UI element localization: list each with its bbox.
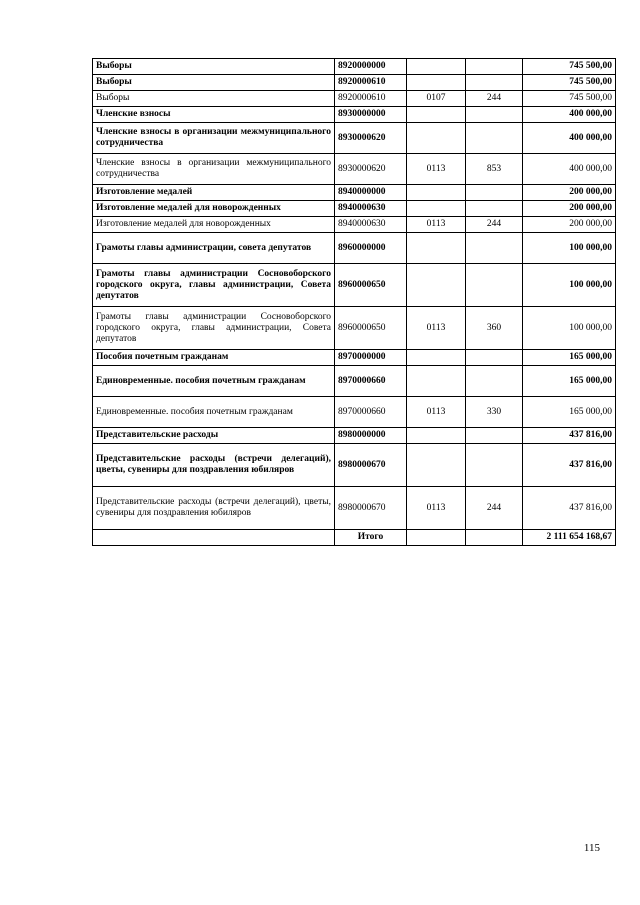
row-expense-type: 853 <box>466 154 523 185</box>
row-name: Пособия почетным гражданам <box>93 350 335 366</box>
table-row <box>93 91 616 107</box>
table-row <box>93 397 616 428</box>
row-section <box>407 233 466 264</box>
row-csr: 8970000660 <box>335 397 407 428</box>
row-sum: 437 816,00 <box>523 428 616 444</box>
row-sum: 437 816,00 <box>523 444 616 487</box>
row-section: 0113 <box>407 307 466 350</box>
row-csr: 8920000610 <box>335 75 407 91</box>
row-csr: 8980000670 <box>335 444 407 487</box>
row-csr: 8960000650 <box>335 307 407 350</box>
budget-table <box>92 58 616 546</box>
row-sum: 437 816,00 <box>523 487 616 530</box>
row-name: Изготовление медалей для новорожденных <box>93 201 335 217</box>
row-sum: 400 000,00 <box>523 123 616 154</box>
row-csr: 8930000000 <box>335 107 407 123</box>
row-name: Представительские расходы (встречи делегаций), цветы, сувениры для поздравления юбиляров <box>93 444 335 487</box>
table-row <box>93 217 616 233</box>
total-label: Итого <box>335 530 407 546</box>
row-section: 0113 <box>407 154 466 185</box>
row-section <box>407 75 466 91</box>
row-expense-type <box>466 123 523 154</box>
row-sum: 165 000,00 <box>523 397 616 428</box>
row-expense-type <box>466 264 523 307</box>
row-csr: 8970000000 <box>335 350 407 366</box>
table-row <box>93 428 616 444</box>
row-name: Членские взносы в организации межмуниципального сотрудничества <box>93 123 335 154</box>
row-name: Выборы <box>93 75 335 91</box>
row-csr: 8930000620 <box>335 154 407 185</box>
row-section: 0107 <box>407 91 466 107</box>
row-expense-type: 330 <box>466 397 523 428</box>
row-csr: 8940000630 <box>335 201 407 217</box>
row-csr: 8960000650 <box>335 264 407 307</box>
row-csr: 8930000620 <box>335 123 407 154</box>
row-name: Грамоты главы администрации Сосновоборского городского округа, главы администрации, Совета депутатов <box>93 307 335 350</box>
table-row <box>93 107 616 123</box>
table-row <box>93 185 616 201</box>
row-sum: 100 000,00 <box>523 233 616 264</box>
table-row <box>93 75 616 91</box>
row-section <box>407 201 466 217</box>
row-csr: 8980000000 <box>335 428 407 444</box>
row-expense-type <box>466 75 523 91</box>
row-sum: 745 500,00 <box>523 75 616 91</box>
total-empty-cell <box>407 530 466 546</box>
row-csr: 8980000670 <box>335 487 407 530</box>
total-empty-cell <box>93 530 335 546</box>
row-sum: 200 000,00 <box>523 201 616 217</box>
row-expense-type: 244 <box>466 487 523 530</box>
row-sum: 200 000,00 <box>523 185 616 201</box>
row-section <box>407 264 466 307</box>
row-section <box>407 366 466 397</box>
table-row <box>93 487 616 530</box>
row-section <box>407 428 466 444</box>
row-expense-type <box>466 428 523 444</box>
total-sum: 2 111 654 168,67 <box>523 530 616 546</box>
row-expense-type <box>466 201 523 217</box>
table-row <box>93 444 616 487</box>
row-name: Изготовление медалей <box>93 185 335 201</box>
row-name: Грамоты главы администрации Сосновоборского городского округа, главы администрации, Совета депутатов <box>93 264 335 307</box>
row-sum: 400 000,00 <box>523 107 616 123</box>
row-name: Грамоты главы администрации, совета депутатов <box>93 233 335 264</box>
table-row <box>93 350 616 366</box>
row-sum: 200 000,00 <box>523 217 616 233</box>
row-name: Единовременные. пособия почетным гражданам <box>93 366 335 397</box>
row-section <box>407 350 466 366</box>
row-section <box>407 444 466 487</box>
page-number: 115 <box>583 842 600 854</box>
table-row <box>93 201 616 217</box>
table-row <box>93 59 616 75</box>
row-csr: 8920000000 <box>335 59 407 75</box>
row-expense-type <box>466 366 523 397</box>
row-name: Выборы <box>93 59 335 75</box>
table-row <box>93 366 616 397</box>
row-csr: 8970000660 <box>335 366 407 397</box>
row-expense-type: 244 <box>466 217 523 233</box>
row-name: Представительские расходы <box>93 428 335 444</box>
row-csr: 8940000000 <box>335 185 407 201</box>
row-sum: 745 500,00 <box>523 59 616 75</box>
row-name: Представительские расходы (встречи делегаций), цветы, сувениры для поздравления юбиляров <box>93 487 335 530</box>
row-name: Единовременные. пособия почетным гражданам <box>93 397 335 428</box>
row-csr: 8940000630 <box>335 217 407 233</box>
row-name: Изготовление медалей для новорожденных <box>93 217 335 233</box>
row-section: 0113 <box>407 217 466 233</box>
row-section <box>407 123 466 154</box>
row-section: 0113 <box>407 487 466 530</box>
row-expense-type: 360 <box>466 307 523 350</box>
row-sum: 165 000,00 <box>523 350 616 366</box>
row-sum: 165 000,00 <box>523 366 616 397</box>
row-expense-type <box>466 233 523 264</box>
row-name: Выборы <box>93 91 335 107</box>
row-expense-type <box>466 444 523 487</box>
table-row <box>93 307 616 350</box>
row-name: Членские взносы в организации межмуниципального сотрудничества <box>93 154 335 185</box>
row-expense-type <box>466 185 523 201</box>
row-section <box>407 107 466 123</box>
row-section <box>407 185 466 201</box>
total-empty-cell <box>466 530 523 546</box>
row-name: Членские взносы <box>93 107 335 123</box>
row-expense-type: 244 <box>466 91 523 107</box>
row-sum: 400 000,00 <box>523 154 616 185</box>
row-csr: 8920000610 <box>335 91 407 107</box>
row-sum: 100 000,00 <box>523 264 616 307</box>
row-section <box>407 59 466 75</box>
table-row <box>93 233 616 264</box>
table-row <box>93 264 616 307</box>
total-row <box>93 530 616 546</box>
row-sum: 745 500,00 <box>523 91 616 107</box>
table-row <box>93 154 616 185</box>
row-expense-type <box>466 350 523 366</box>
row-sum: 100 000,00 <box>523 307 616 350</box>
row-expense-type <box>466 59 523 75</box>
row-section: 0113 <box>407 397 466 428</box>
row-csr: 8960000000 <box>335 233 407 264</box>
table-row <box>93 123 616 154</box>
row-expense-type <box>466 107 523 123</box>
